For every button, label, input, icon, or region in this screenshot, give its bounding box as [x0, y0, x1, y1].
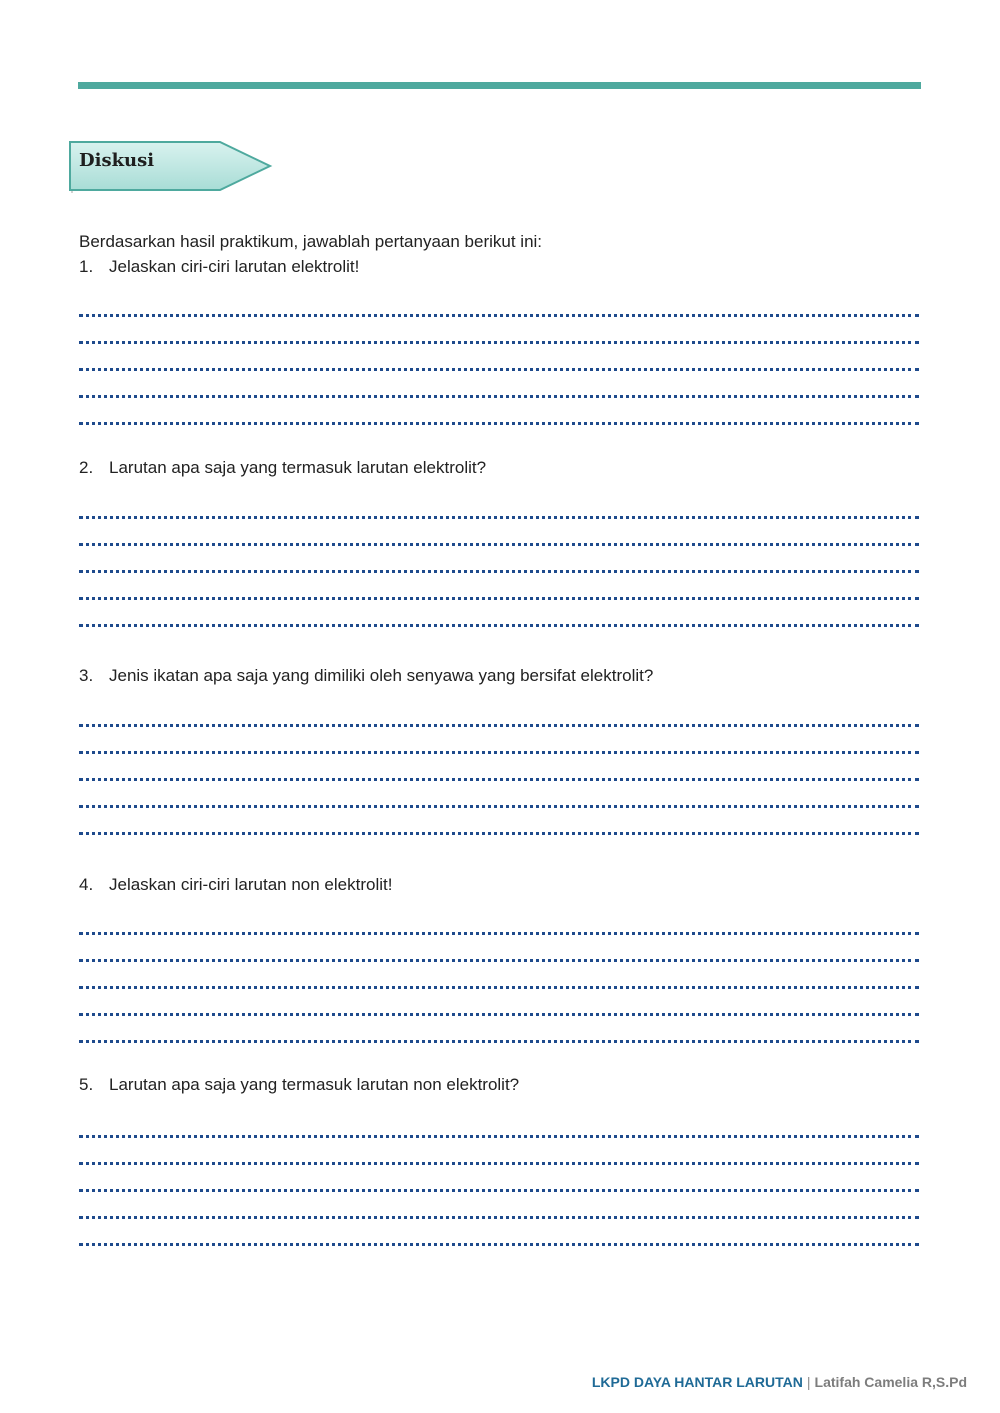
question-1 [79, 257, 359, 277]
answer-line[interactable] [79, 808, 919, 835]
footer-author: Latifah Camelia R,S.Pd [814, 1374, 967, 1390]
page-footer [592, 1374, 967, 1390]
answer-line[interactable] [79, 962, 919, 989]
answer-area-3[interactable] [79, 700, 919, 835]
question-number: 4. [79, 875, 94, 894]
answer-line[interactable] [79, 989, 919, 1016]
answer-line[interactable] [79, 317, 919, 344]
answer-line[interactable] [79, 754, 919, 781]
answer-line[interactable] [79, 727, 919, 754]
header-rule [78, 82, 921, 89]
question-text: Jelaskan ciri-ciri larutan non elektrolit! [109, 875, 393, 894]
answer-line[interactable] [79, 1111, 919, 1138]
section-title: Diskusi [79, 150, 155, 171]
question-5 [79, 1075, 519, 1095]
answer-line[interactable] [79, 935, 919, 962]
answer-line[interactable] [79, 492, 919, 519]
question-number: 5. [79, 1075, 94, 1094]
answer-area-5[interactable] [79, 1111, 919, 1246]
question-number: 3. [79, 666, 94, 685]
answer-line[interactable] [79, 600, 919, 627]
section-banner [68, 140, 274, 194]
footer-title: LKPD DAYA HANTAR LARUTAN [591, 1374, 803, 1390]
question-number: 1. [79, 257, 94, 276]
answer-area-1[interactable] [79, 290, 919, 425]
answer-line[interactable] [79, 1219, 919, 1246]
question-number: 2. [79, 458, 94, 477]
question-text: Jenis ikatan apa saja yang dimiliki oleh senyawa yang bersifat elektrolit? [109, 666, 654, 685]
answer-line[interactable] [79, 290, 919, 317]
answer-line[interactable] [79, 1138, 919, 1165]
answer-line[interactable] [79, 371, 919, 398]
answer-line[interactable] [79, 700, 919, 727]
question-text: Larutan apa saja yang termasuk larutan non elektrolit? [109, 1075, 520, 1094]
question-4 [79, 875, 392, 895]
answer-line[interactable] [79, 573, 919, 600]
answer-line[interactable] [79, 519, 919, 546]
answer-line[interactable] [79, 1192, 919, 1219]
question-text: Jelaskan ciri-ciri larutan elektrolit! [109, 257, 360, 276]
intro-text: Berdasarkan hasil praktikum, jawablah pertanyaan berikut ini: [79, 232, 543, 251]
answer-line[interactable] [79, 908, 919, 935]
question-2 [79, 458, 486, 478]
footer-separator: | [806, 1374, 811, 1390]
answer-line[interactable] [79, 1016, 919, 1043]
answer-line[interactable] [79, 344, 919, 371]
question-3 [79, 666, 653, 686]
answer-line[interactable] [79, 398, 919, 425]
question-text: Larutan apa saja yang termasuk larutan elektrolit? [109, 458, 487, 477]
answer-line[interactable] [79, 781, 919, 808]
answer-area-4[interactable] [79, 908, 919, 1043]
answer-line[interactable] [79, 1165, 919, 1192]
answer-line[interactable] [79, 546, 919, 573]
answer-area-2[interactable] [79, 492, 919, 627]
